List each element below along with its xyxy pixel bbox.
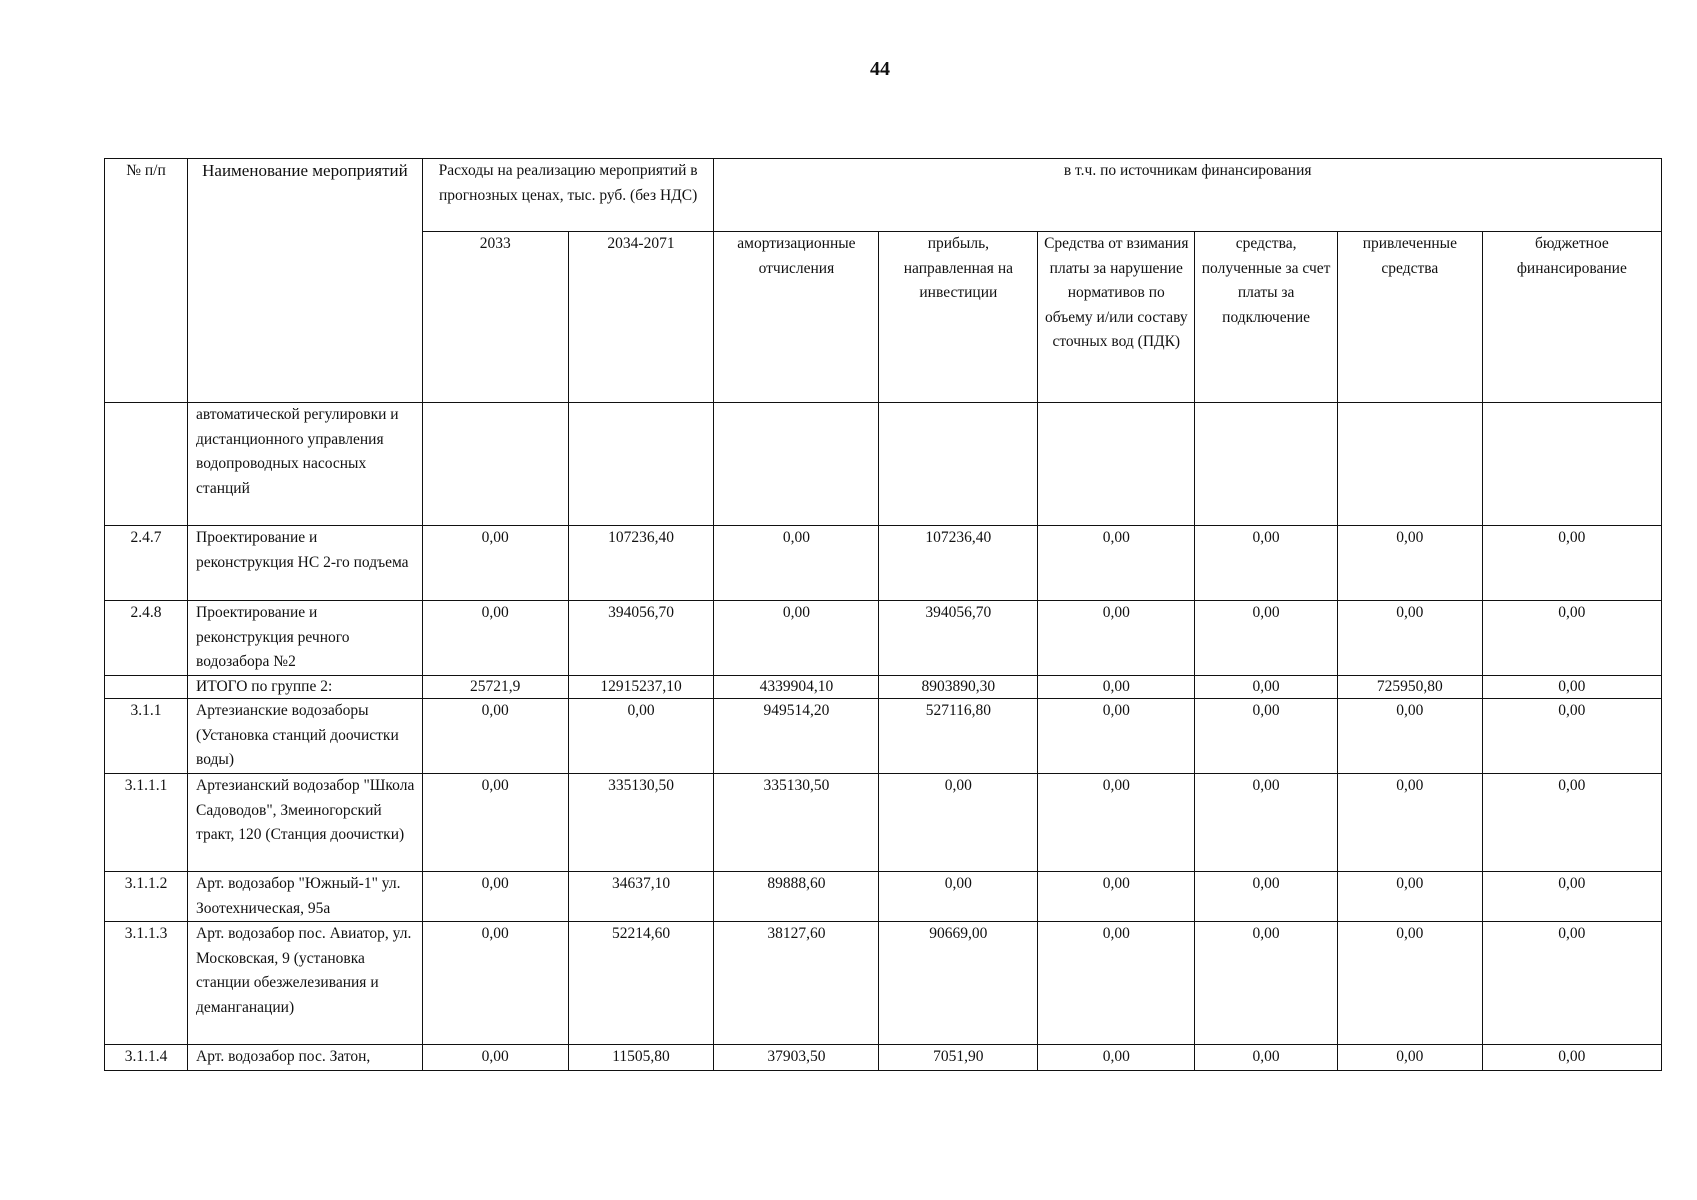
table-row <box>105 774 1662 872</box>
row-name: Артезианский водозабор "Школа Садоводов", Змеиногорский тракт, 120 (Станция доочистки) <box>188 774 423 872</box>
header-budget-funding: бюджетное финансирование <box>1482 232 1661 403</box>
row-name: Арт. водозабор пос. Затон, <box>188 1045 423 1071</box>
cell-value: 0,00 <box>879 774 1038 872</box>
header-connection-fees: средства, полученные за счет платы за подключение <box>1195 232 1338 403</box>
row-num: 2.4.8 <box>105 601 188 676</box>
table-row <box>105 699 1662 774</box>
cell-value: 0,00 <box>422 774 568 872</box>
page-number: 44 <box>870 58 890 80</box>
table-row <box>105 403 1662 526</box>
table-row <box>105 601 1662 676</box>
cell-value: 0,00 <box>1482 526 1661 601</box>
cell-value: 0,00 <box>1482 922 1661 1045</box>
cell-value: 949514,20 <box>714 699 879 774</box>
cell-value: 527116,80 <box>879 699 1038 774</box>
row-name: Проектирование и реконструкция НС 2-го подъема <box>188 526 423 601</box>
cell-value: 0,00 <box>422 601 568 676</box>
header-profit: прибыль, направленная на инвестиции <box>879 232 1038 403</box>
cell-value: 0,00 <box>1337 601 1482 676</box>
cell-value: 0,00 <box>1195 526 1338 601</box>
header-sources: в т.ч. по источникам финансирования <box>714 159 1662 232</box>
cell-value: 0,00 <box>1195 872 1338 922</box>
cell-value: 0,00 <box>422 526 568 601</box>
cell-value: 0,00 <box>422 872 568 922</box>
row-name: Артезианские водозаборы (Установка станций доочистки воды) <box>188 699 423 774</box>
row-num: 3.1.1.2 <box>105 872 188 922</box>
cell-value: 0,00 <box>1337 699 1482 774</box>
header-year-2033: 2033 <box>422 232 568 403</box>
cell-value: 0,00 <box>1337 526 1482 601</box>
cell-value: 52214,60 <box>568 922 714 1045</box>
row-num <box>105 403 188 526</box>
cell-value: 0,00 <box>1337 774 1482 872</box>
group-total-row <box>105 676 1662 699</box>
cell-value: 0,00 <box>1482 872 1661 922</box>
cell-value: 0,00 <box>1195 676 1338 699</box>
row-name: ИТОГО по группе 2: <box>188 676 423 699</box>
cell-value: 37903,50 <box>714 1045 879 1071</box>
cell-value: 4339904,10 <box>714 676 879 699</box>
header-year-2034-2071: 2034-2071 <box>568 232 714 403</box>
cell-value: 0,00 <box>1337 1045 1482 1071</box>
cell-value: 0,00 <box>1195 699 1338 774</box>
header-attracted-funds: привлеченные средства <box>1337 232 1482 403</box>
header-fees-pdk: Средства от взимания платы за нарушение нормативов по объему и/или составу сточных вод (ПДК) <box>1038 232 1195 403</box>
cell-value: 0,00 <box>1038 601 1195 676</box>
cell-value: 0,00 <box>1038 774 1195 872</box>
cell-value: 0,00 <box>1482 1045 1661 1071</box>
cell-value: 0,00 <box>1195 601 1338 676</box>
header-num: № п/п <box>105 159 188 403</box>
row-num: 3.1.1.1 <box>105 774 188 872</box>
header-amortization: амортизационные отчисления <box>714 232 879 403</box>
row-num: 2.4.7 <box>105 526 188 601</box>
cell-value: 0,00 <box>1038 1045 1195 1071</box>
cell-value: 0,00 <box>1195 922 1338 1045</box>
cell-value: 107236,40 <box>879 526 1038 601</box>
row-num: 3.1.1.4 <box>105 1045 188 1071</box>
cell-value: 394056,70 <box>568 601 714 676</box>
cell-value: 0,00 <box>879 872 1038 922</box>
cell-value: 89888,60 <box>714 872 879 922</box>
cell-value: 0,00 <box>1038 676 1195 699</box>
cell-value: 107236,40 <box>568 526 714 601</box>
cell-value: 25721,9 <box>422 676 568 699</box>
cell-value: 8903890,30 <box>879 676 1038 699</box>
cell-value: 0,00 <box>714 526 879 601</box>
cell-value: 0,00 <box>714 601 879 676</box>
cell-value: 335130,50 <box>568 774 714 872</box>
row-num <box>105 676 188 699</box>
row-name: Арт. водозабор "Южный-1" ул. Зоотехническая, 95а <box>188 872 423 922</box>
row-num: 3.1.1.3 <box>105 922 188 1045</box>
cell-value: 0,00 <box>568 699 714 774</box>
cell-value: 7051,90 <box>879 1045 1038 1071</box>
cell-value: 90669,00 <box>879 922 1038 1045</box>
cell-value: 34637,10 <box>568 872 714 922</box>
cell-value: 0,00 <box>1337 922 1482 1045</box>
cell-value: 335130,50 <box>714 774 879 872</box>
cell-value: 0,00 <box>1038 526 1195 601</box>
cell-value: 12915237,10 <box>568 676 714 699</box>
cell-value: 0,00 <box>1482 601 1661 676</box>
row-name: автоматической регулировки и дистанционного управления водопроводных насосных станций <box>188 403 423 526</box>
cell-value: 38127,60 <box>714 922 879 1045</box>
cell-value: 0,00 <box>1195 774 1338 872</box>
cell-value: 0,00 <box>1038 699 1195 774</box>
cell-value: 394056,70 <box>879 601 1038 676</box>
cell-value: 0,00 <box>1337 872 1482 922</box>
row-name: Арт. водозабор пос. Авиатор, ул. Московская, 9 (установка станции обезжелезивания и деманганации) <box>188 922 423 1045</box>
cell-value: 725950,80 <box>1337 676 1482 699</box>
cell-value: 0,00 <box>1482 676 1661 699</box>
table-row <box>105 526 1662 601</box>
cell-value: 11505,80 <box>568 1045 714 1071</box>
cell-value: 0,00 <box>1482 699 1661 774</box>
cell-value: 0,00 <box>1195 1045 1338 1071</box>
cell-value: 0,00 <box>1038 922 1195 1045</box>
table-row <box>105 872 1662 922</box>
cell-value: 0,00 <box>1482 774 1661 872</box>
financing-table <box>104 158 1662 1071</box>
cell-value: 0,00 <box>1038 872 1195 922</box>
header-name: Наименование мероприятий <box>188 159 423 403</box>
cell-value: 0,00 <box>422 699 568 774</box>
table-row <box>105 1045 1662 1071</box>
table-row <box>105 922 1662 1045</box>
header-expenses: Расходы на реализацию мероприятий в прогнозных ценах, тыс. руб. (без НДС) <box>422 159 714 232</box>
cell-value: 0,00 <box>422 1045 568 1071</box>
row-num: 3.1.1 <box>105 699 188 774</box>
row-name: Проектирование и реконструкция речного водозабора №2 <box>188 601 423 676</box>
cell-value: 0,00 <box>422 922 568 1045</box>
